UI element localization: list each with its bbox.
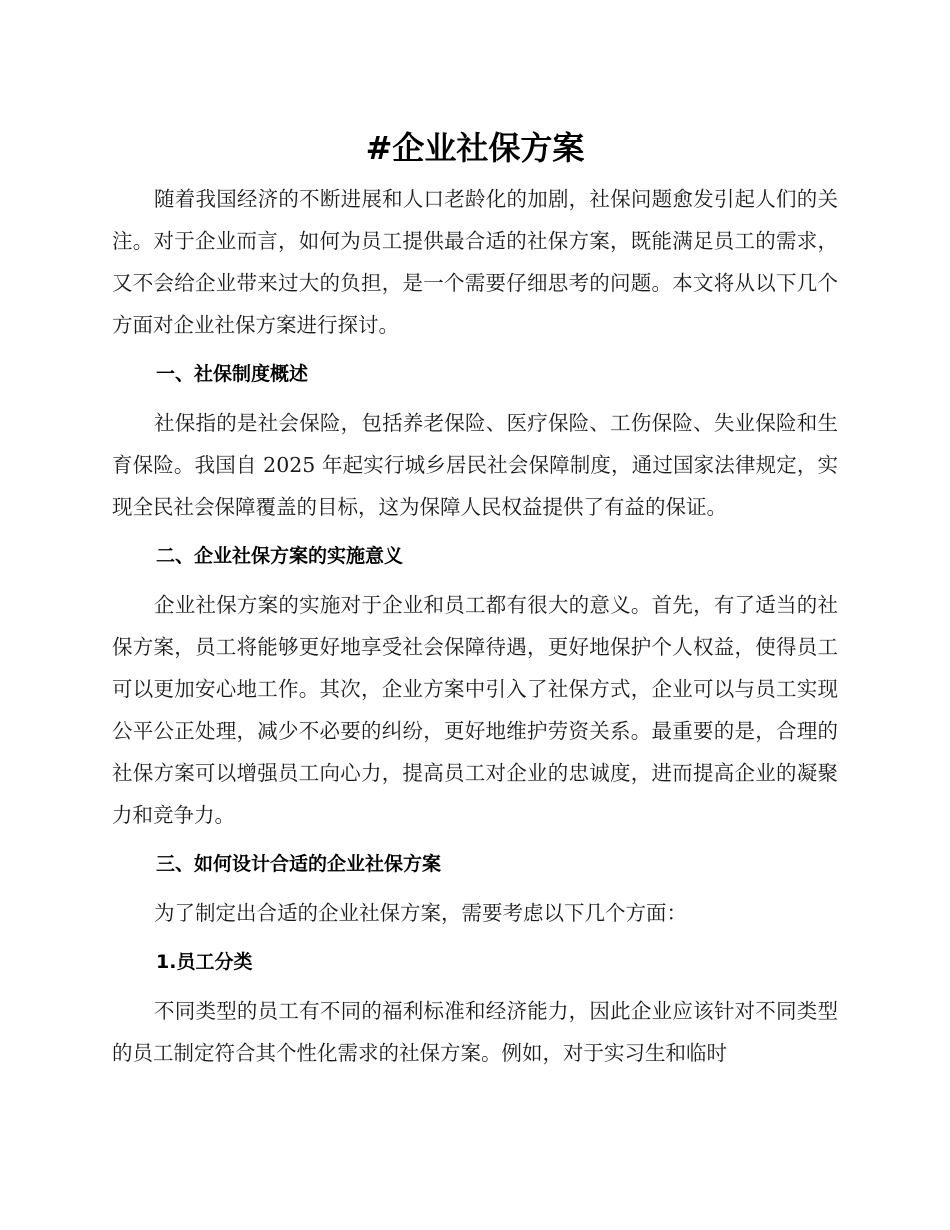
section-paragraph-design: 为了制定出合适的企业社保方案，需要考虑以下几个方面： [154,901,687,925]
intro-paragraph: 随着我国经济的不断进展和人口老龄化的加剧，社保问题愈发引起人们的关注。对于企业而言，如何为员工提供最合适的社保方案，既能满足员工的需求，又不会给企业带来过大的负担，是一个需要仔细思考的问题。本文将从以下几个方面对企业社保方案进行探讨。 [112,187,838,337]
section-heading-significance: 二、企业社保方案的实施意义 [156,545,404,567]
subsection-heading-employee-classification: 1.员工分类 [156,951,253,973]
section-paragraph-significance: 企业社保方案的实施对于企业和员工都有很大的意义。首先，有了适当的社保方案，员工将能够更好地享受社会保障待遇，更好地保护个人权益，使得员工可以更加安心地工作。其次，企业方案中引入了社保方式，企业可以与员工实现公平公正处理，减少不必要的纠纷，更好地维护劳资关系。最重要的是，合理的社保方案可以增强员工向心力，提高员工对企业的忠诚度，进而提高企业的凝聚力和竞争力。 [112,593,838,827]
document-title: #企业社保方案 [365,129,585,167]
section-heading-overview: 一、社保制度概述 [156,363,309,385]
subsection-paragraph-employee-classification: 不同类型的员工有不同的福利标准和经济能力，因此企业应该针对不同类型的员工制定符合其个性化需求的社保方案。例如，对于实习生和临时 [112,999,838,1065]
section-paragraph-overview: 社保指的是社会保险，包括养老保险、医疗保险、工伤保险、失业保险和生育保险。我国自 2025 年起实行城乡居民社会保障制度，通过国家法律规定，实现全民社会保障覆盖的目标，这为保障人民权益提供了有益的保证。 [112,411,838,519]
document-body [112,178,838,1074]
section-heading-design: 三、如何设计合适的企业社保方案 [156,853,442,875]
